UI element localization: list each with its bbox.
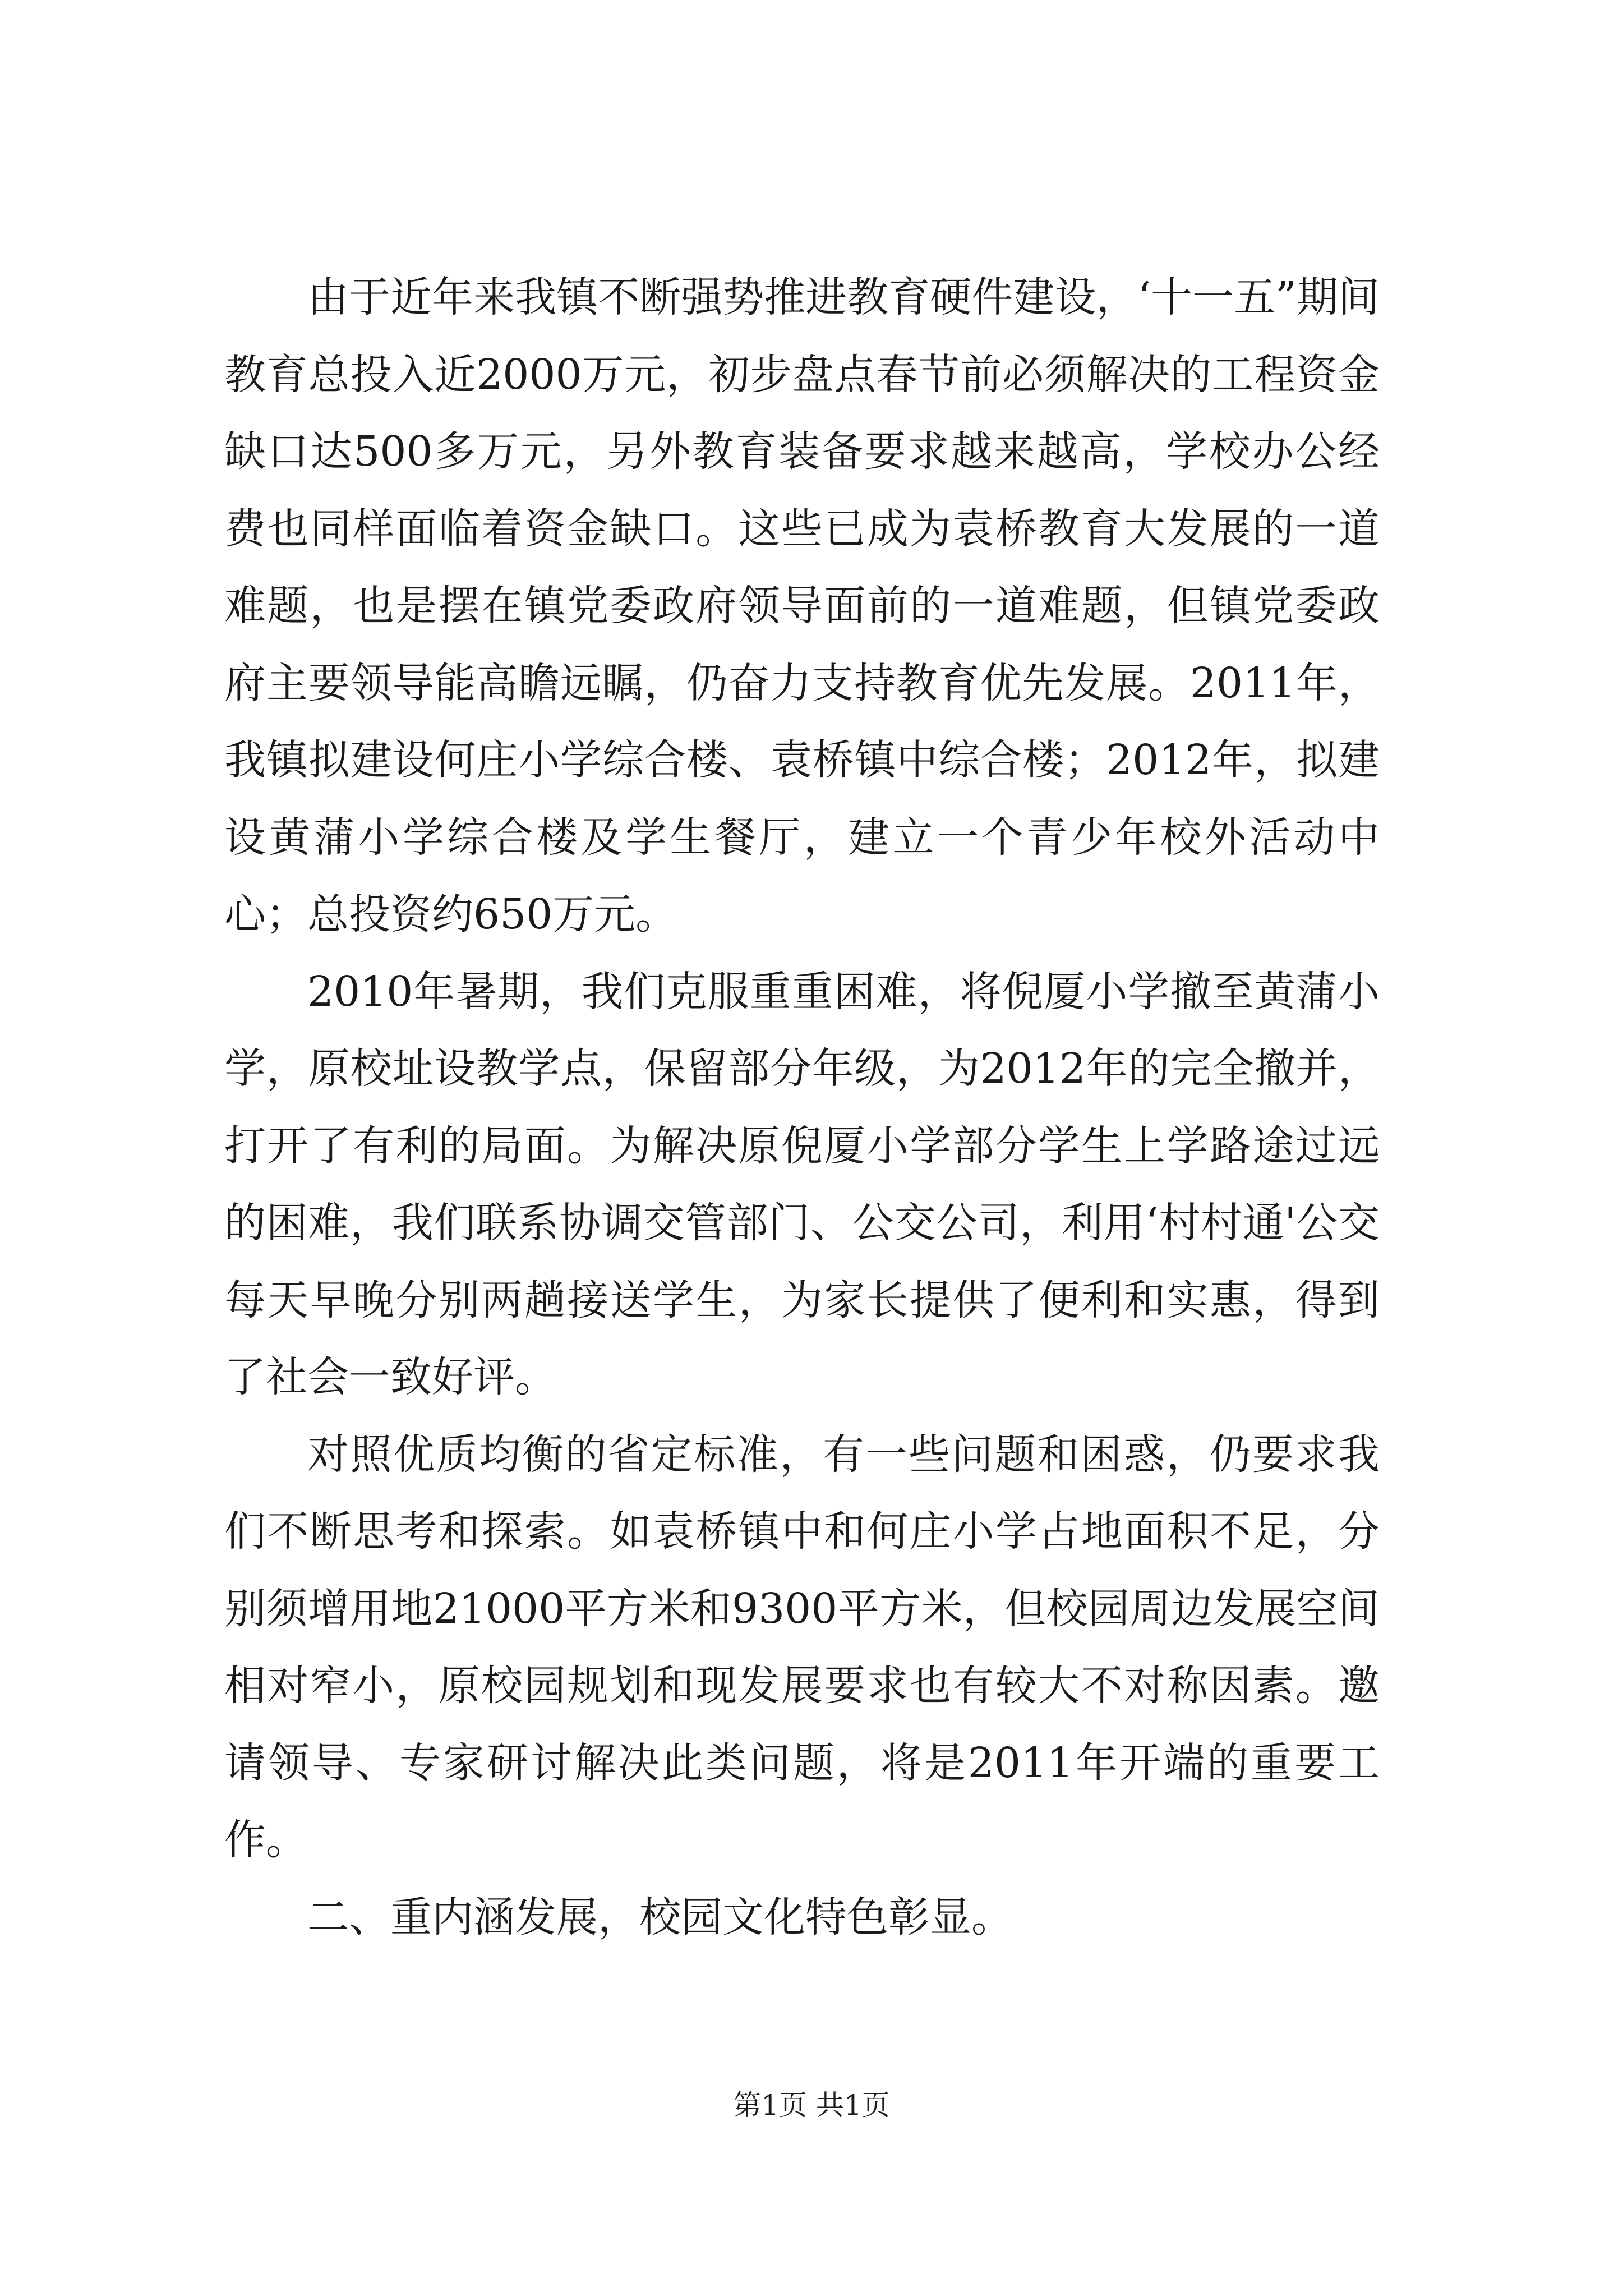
paragraph-3: 对照优质均衡的省定标准，有一些问题和困惑，仍要求我们不断思考和探索。如袁桥镇中和何庄小学占地面积不足，分别须增用地21000平方米和9300平方米，但校园周边发展空间相对窄小，原校园规划和现发展要求也有较大不对称因素。邀请领导、专家研讨解决此类问题，将是2011年开端的重要工作。 bbox=[224, 1430, 1380, 1864]
section-heading: 二、重内涵发展，校园文化特色彰显。 bbox=[307, 1893, 1013, 1941]
page-footer: 第1页 共1页 bbox=[733, 2089, 890, 2122]
document-body bbox=[224, 259, 1380, 1956]
paragraph-2: 2010年暑期，我们克服重重困难，将倪厦小学撤至黄蒲小学，原校址设教学点，保留部分年级，为2012年的完全撤并，打开了有利的局面。为解决原倪厦小学部分学生上学路途过远的困难，我们联系协调交管部门、公交公司，利用‘村村通'公交每天早晚分别两趟接送学生，为家长提供了便利和实惠，得到了社会一致好评。 bbox=[224, 967, 1380, 1401]
paragraph-1: 由于近年来我镇不断强势推进教育硬件建设，‘十一五”期间教育总投入近2000万元，初步盘点春节前必须解决的工程资金缺口达500多万元，另外教育装备要求越来越高，学校办公经费也同样面临着资金缺口。这些已成为袁桥教育大发展的一道难题，也是摆在镇党委政府领导面前的一道难题，但镇党委政府主要领导能高瞻远瞩，仍奋力支持教育优先发展。2011年，我镇拟建设何庄小学综合楼、袁桥镇中综合楼；2012年，拟建设黄蒲小学综合楼及学生餐厅，建立一个青少年校外活动中心；总投资约650万元。 bbox=[224, 273, 1380, 938]
